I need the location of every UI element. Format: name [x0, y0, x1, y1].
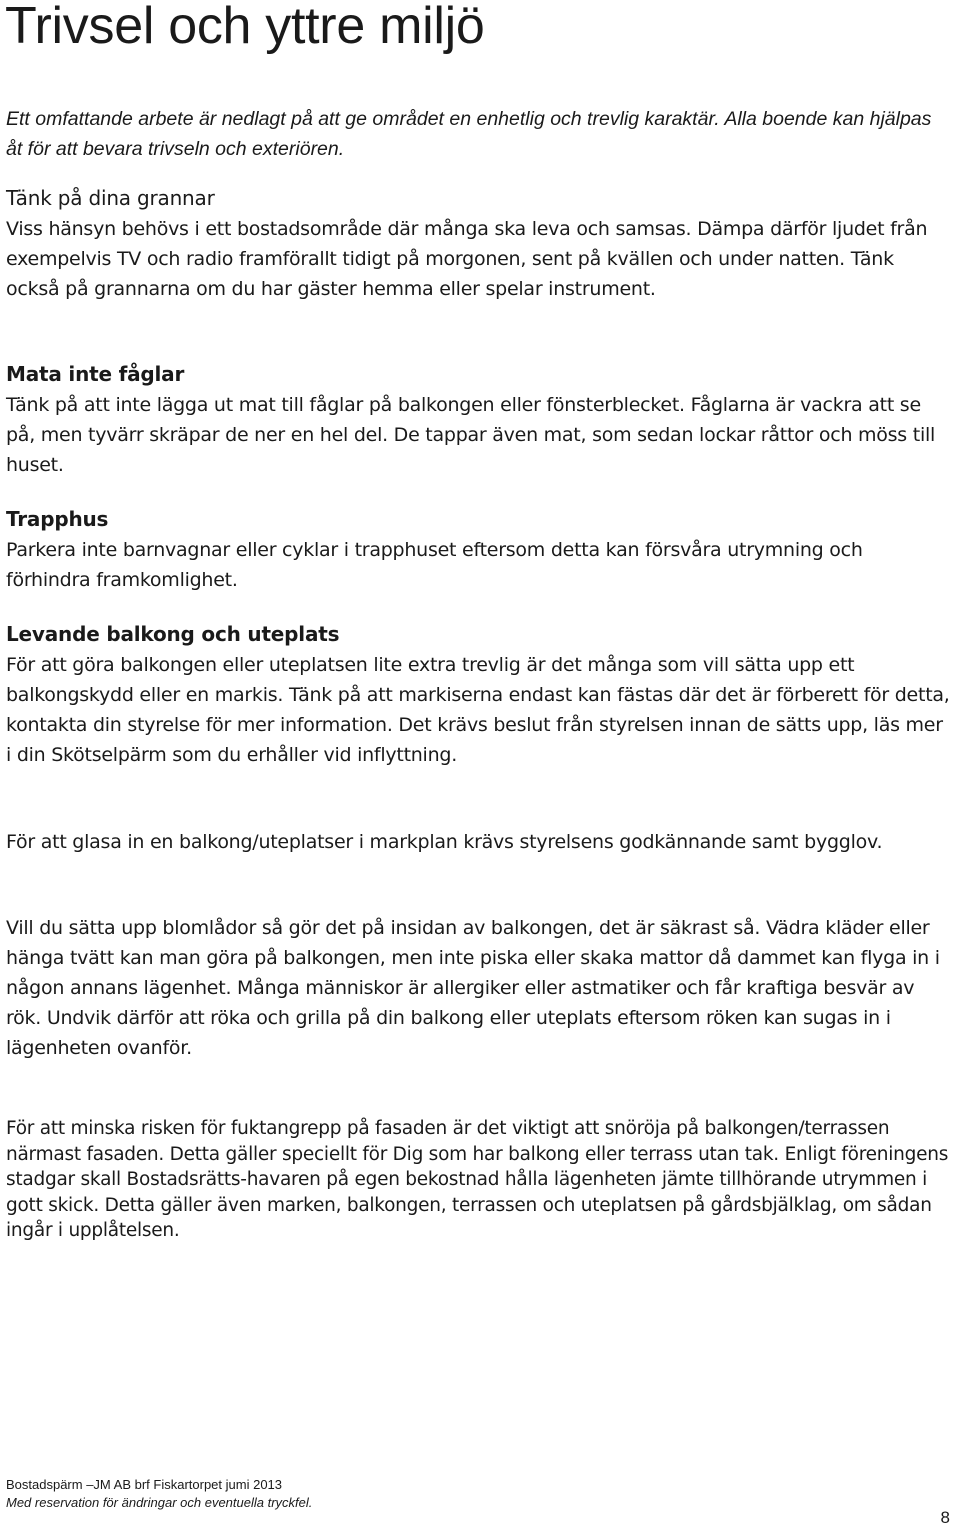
- section-balcony-glazing: [6, 827, 951, 857]
- section-birds: [6, 358, 951, 480]
- intro-text: Ett omfattande arbete är nedlagt på att ge området en enhetlig och trevlig karaktär. Alla boende kan hjälpas åt för att bevara trivseln och exteriören.: [6, 108, 932, 160]
- section-paragraph: För att minska risken för fuktangrepp på fasaden är det viktigt att snöröja på balkongen/terrassen närmast fasaden. Detta gäller speciellt för Dig som har balkong eller terrass utan tak. Enligt föreningens stadgar skall Bostadsrätts-havaren på egen bekostnad hålla lägenheten jämte tillhörande utrymmen i gott skick. Detta gäller även marken, balkongen, terrassen och uteplatsen på gårdsbjälklag, om sådan ingår i upplåtelsen.: [6, 1118, 949, 1241]
- section-heading: Levande balkong och uteplats: [6, 622, 340, 646]
- section-heading: Trapphus: [6, 507, 109, 531]
- section-stairwell: [6, 503, 951, 595]
- footer-document-label: Bostadspärm –JM AB brf Fiskartorpet jumi 2013: [6, 1477, 283, 1492]
- page-title: Trivsel och yttre miljö: [5, 0, 485, 55]
- section-paragraph: Viss hänsyn behövs i ett bostadsområde där många ska leva och samsas. Dämpa därför ljudet från exempelvis TV och radio framförallt tidigt på morgonen, sent på kvällen och under natten. Tänk också på grannarna om du har gäster hemma eller spelar instrument.: [6, 218, 928, 300]
- section-paragraph: Parkera inte barnvagnar eller cyklar i trapphuset eftersom detta kan försvåra utrymning och förhindra framkomlighet.: [6, 539, 863, 591]
- section-paragraph: Tänk på att inte lägga ut mat till fåglar på balkongen eller fönsterblecket. Fåglarna är vackra att se på, men tyvärr skräpar de ner en hel del. De tappar även mat, som sedan lockar råttor och möss till huset.: [6, 394, 936, 476]
- section-balcony-moisture: [6, 1116, 951, 1244]
- section-heading: Tänk på dina grannar: [6, 186, 215, 210]
- section-paragraph: Vill du sätta upp blomlådor så gör det på insidan av balkongen, det är säkrast så. Vädra kläder eller hänga tvätt kan man göra på balkongen, men inte piska eller skaka mattor då dammet kan flyga in i någon annans lägenhet. Många människor är allergiker eller astmatiker och får kraftiga besvär av rök. Undvik därför att röka och grilla på din balkong eller uteplats eftersom röken kan sugas in i lägenheten ovanför.: [6, 917, 940, 1059]
- section-neighbours: [6, 182, 951, 304]
- section-paragraph: För att glasa in en balkong/uteplatser i markplan krävs styrelsens godkännande samt bygglov.: [6, 831, 883, 853]
- section-paragraph: För att göra balkongen eller uteplatsen lite extra trevlig är det många som vill sätta upp ett balkongskydd eller en markis. Tänk på att markiserna endast kan fästas där det är förberett för detta, kontakta din styrelse för mer information. Det krävs beslut från styrelsen innan de sätts upp, läs mer i din Skötselpärm som du erhåller vid inflyttning.: [6, 654, 950, 766]
- section-balcony-use: [6, 913, 951, 1063]
- footer-disclaimer: Med reservation för ändringar och eventuella tryckfel.: [6, 1495, 313, 1510]
- section-balcony: [6, 618, 951, 770]
- page-footer: [6, 1476, 312, 1512]
- page-number: 8: [940, 1508, 950, 1527]
- section-heading: Mata inte fåglar: [6, 362, 185, 386]
